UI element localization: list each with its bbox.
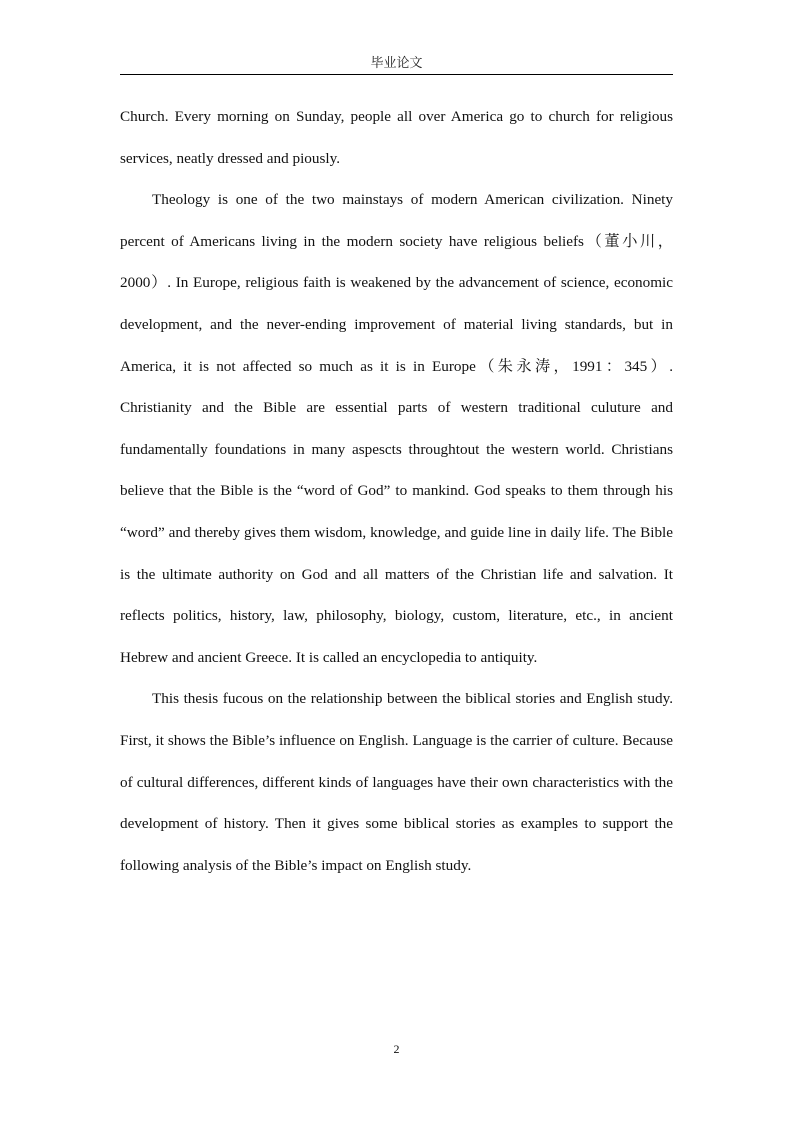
- paragraph-2: Theology is one of the two mainstays of modern American civilization. Ninety percent of Americans living in the modern society have religious beliefs（董小川，2000）. In Europe, religious faith is weakened by the advancement of science, economic development, and the never-ending improvement of material living standards, but in America, it is not affected so much as it is in Europe（朱永涛，1991：345）. Christianity and the Bible are essential parts of western traditional culuture and fundamentally foundations in many aspescts throughtout the western world. Christians believe that the Bible is the “word of God” to mankind. God speaks to them through his “word” and thereby gives them wisdom, knowledge, and guide line in daily life. The Bible is the ultimate authority on God and all matters of the Christian life and salvation. It reflects politics, history, law, philosophy, biology, custom, literature, etc., in ancient Hebrew and ancient Greece. It is called an encyclopedia to antiquity.: [120, 191, 673, 666]
- paragraph-3: This thesis fucous on the relationship between the biblical stories and English study. First, it shows the Bible’s influence on English. Language is the carrier of culture. Because of cultural differences, different kinds of languages have their own characteristics with the development of history. Then it gives some biblical stories as examples to support the following analysis of the Bible’s impact on English study.: [120, 690, 673, 874]
- body-text: [120, 96, 673, 886]
- page-number: 2: [393, 1042, 400, 1056]
- page-header: 毕业论文: [370, 55, 423, 70]
- paragraph-1: Church. Every morning on Sunday, people all over America go to church for religious services, neatly dressed and piously.: [120, 108, 673, 167]
- header-divider: [120, 74, 673, 75]
